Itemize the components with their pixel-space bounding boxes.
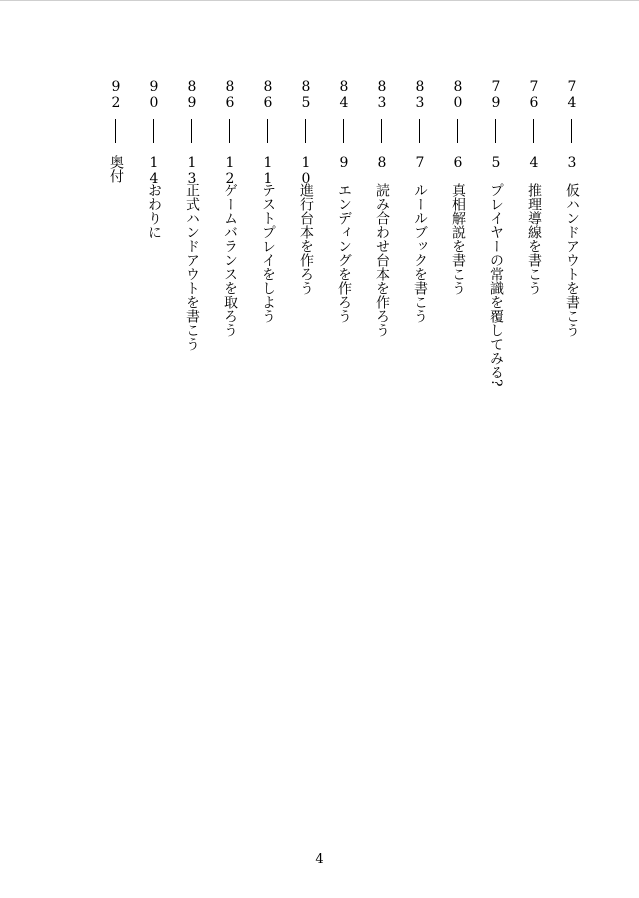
toc-title: ルールブックを書こう [412,183,428,323]
toc-title: 正式ハンドアウトを書こう [184,183,200,351]
toc-title: エンディングを作ろう [336,183,352,323]
toc-chapter-number: 10 [298,155,314,187]
toc-page-number: 90 [146,79,162,111]
toc-entry [411,79,428,409]
toc-leader-dash [267,119,268,143]
toc-chapter-number: 7 [412,155,428,171]
toc-page-number: 86 [260,79,276,111]
toc-entry [221,79,238,409]
toc-chapter-number: 13 [184,155,200,187]
toc-title: 真相解説を書こう [450,183,466,295]
toc-chapter-number: 11 [260,155,276,187]
toc-page-number: 89 [184,79,200,111]
toc-entry [183,79,200,409]
toc-chapter-number: 14 [146,155,162,187]
toc-entry [297,79,314,409]
toc-page-number: 79 [488,79,504,111]
toc-entry [259,79,276,409]
toc-chapter-number: 3 [564,155,580,171]
toc-leader-dash [419,119,420,143]
toc-entry [525,79,542,409]
page-number: 4 [315,852,324,867]
toc-page-number: 85 [298,79,314,111]
toc-title: 仮ハンドアウトを書こう [564,183,580,337]
table-of-contents [100,79,580,409]
toc-leader-dash [115,119,116,143]
toc-entry [373,79,390,409]
toc-page-number: 84 [336,79,352,111]
toc-title: 奥付 [108,155,124,183]
toc-title: 推理導線を書こう [526,183,542,295]
toc-chapter-number: 12 [222,155,238,187]
toc-page-number: 74 [564,79,580,111]
toc-leader-dash [305,119,306,143]
toc-chapter-number: 5 [488,155,504,171]
toc-leader-dash [153,119,154,143]
toc-leader-dash [191,119,192,143]
toc-entry [335,79,352,409]
toc-entry [145,79,162,409]
toc-title: 進行台本を作ろう [298,183,314,295]
toc-page-number: 83 [412,79,428,111]
toc-title: 読み合わせ台本を作ろう [374,183,390,337]
toc-page-number: 86 [222,79,238,111]
toc-leader-dash [229,119,230,143]
toc-page-number: 76 [526,79,542,111]
toc-leader-dash [533,119,534,143]
toc-entry [487,79,504,409]
toc-chapter-number: 4 [526,155,542,171]
toc-leader-dash [571,119,572,143]
toc-entry [449,79,466,409]
toc-title: プレイヤーの常識を覆してみる? [488,183,504,387]
toc-page-number: 92 [108,79,124,111]
toc-leader-dash [381,119,382,143]
toc-chapter-number: 9 [336,155,352,171]
toc-page-number: 80 [450,79,466,111]
toc-leader-dash [343,119,344,143]
toc-title: テストプレイをしよう [260,183,276,323]
toc-entry [563,79,580,409]
toc-entry [107,79,124,409]
toc-title: おわりに [146,183,162,239]
toc-chapter-number: 6 [450,155,466,171]
toc-chapter-number: 8 [374,155,390,171]
toc-leader-dash [457,119,458,143]
toc-page-number: 83 [374,79,390,111]
toc-leader-dash [495,119,496,143]
toc-title: ゲームバランスを取ろう [222,183,238,337]
